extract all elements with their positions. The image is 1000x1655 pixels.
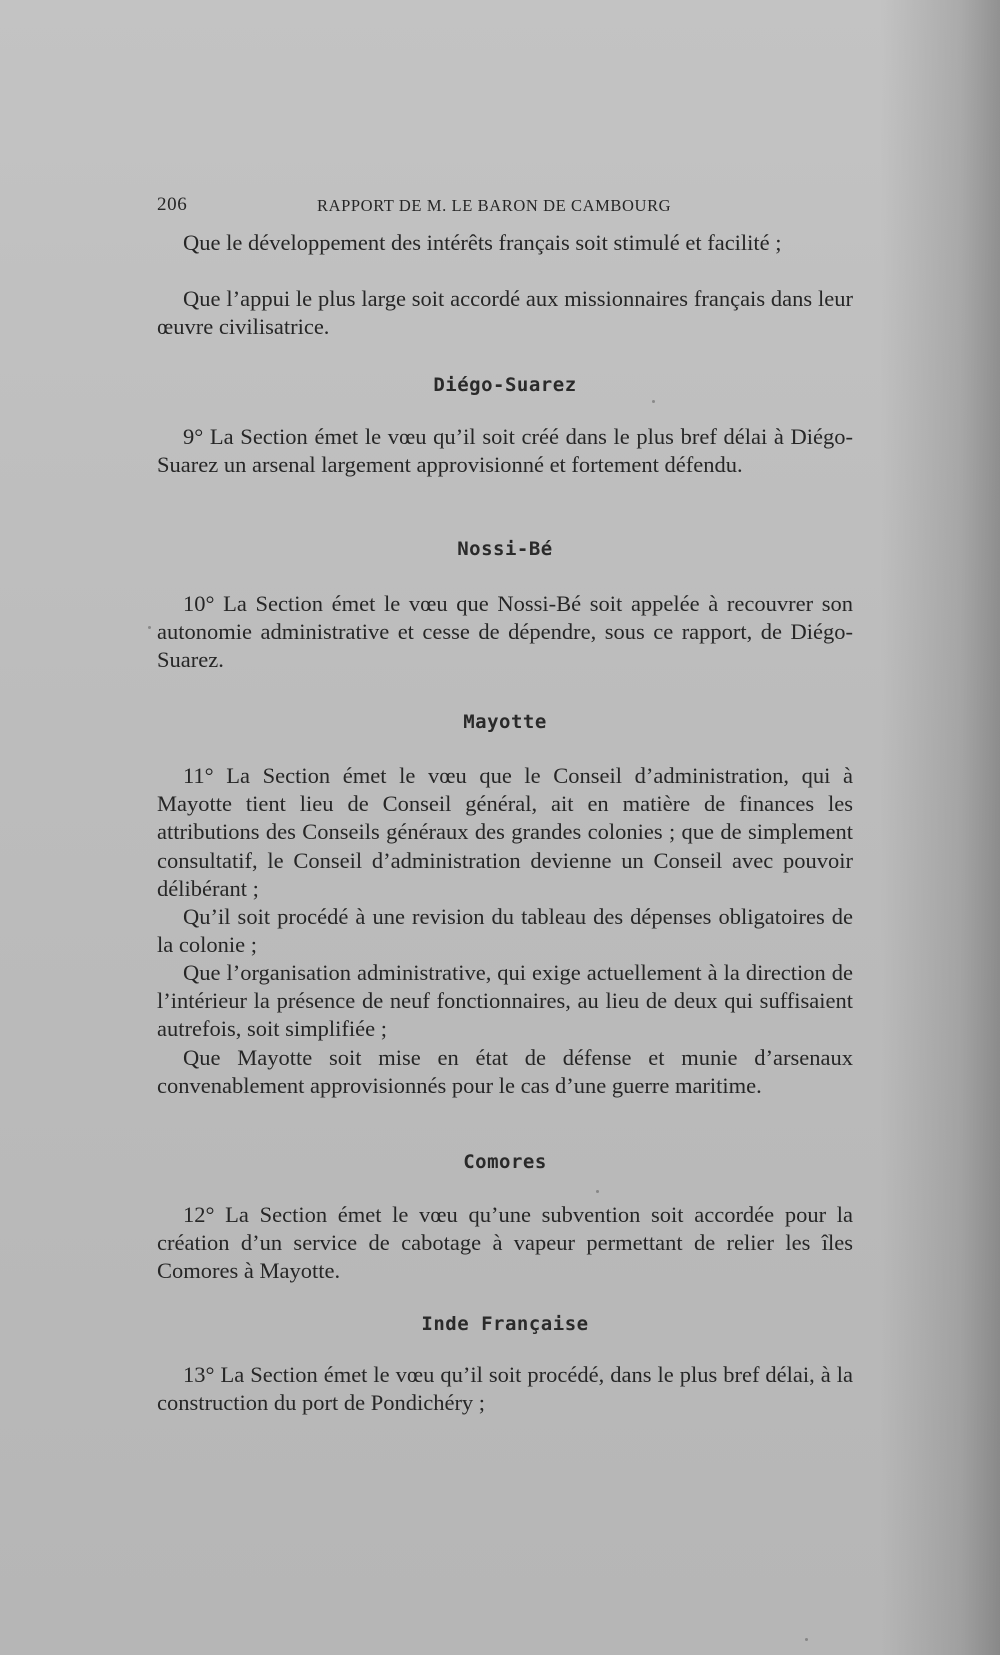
section-title-inde-francaise: Inde Française	[421, 1313, 589, 1335]
page-number: 206	[157, 194, 188, 215]
section-paragraph-mayotte-1: 11° La Section émet le vœu que le Conseil d’administration, qui à Mayotte tient lieu de Conseil général, ait en matière de finances les attributions des Conseils généraux des grandes colonies ; que de simplement consultatif, le Conseil d’administration devienne un Conseil avec pouvoir délibérant ;	[157, 763, 853, 901]
page-header	[157, 194, 853, 224]
paper-speck	[148, 626, 151, 629]
section-paragraph-mayotte-3: Que l’organisation administrative, qui exige actuellement à la direction de l’intérieur la présence de neuf fonctionnaires, au lieu de deux qui suffisaient autrefois, soit simplifiée ;	[157, 960, 853, 1042]
paper-speck	[652, 400, 655, 403]
paper-speck	[805, 1638, 808, 1641]
section-paragraph-inde-francaise: 13° La Section émet le vœu qu’il soit procédé, dans le plus bref délai, à la construction du port de Pondichéry ;	[157, 1362, 853, 1416]
intro-paragraph-1: Que le développement des intérêts français soit stimulé et facilité ;	[183, 230, 782, 255]
paper-speck	[596, 1190, 599, 1193]
section-paragraph-mayotte-4: Que Mayotte soit mise en état de défense et munie d’arsenaux convenablement approvisionnés pour le cas d’une guerre maritime.	[157, 1045, 853, 1099]
section-paragraph-mayotte-2: Qu’il soit procédé à une revision du tableau des dépenses obligatoires de la colonie ;	[157, 904, 853, 958]
section-title-comores: Comores	[463, 1151, 547, 1173]
section-paragraph-diego-suarez: 9° La Section émet le vœu qu’il soit créé dans le plus bref délai à Diégo-Suarez un arsenal largement approvisionné et fortement défendu.	[157, 424, 853, 478]
intro-paragraph-2: Que l’appui le plus large soit accordé aux missionnaires français dans leur œuvre civilisatrice.	[157, 286, 853, 340]
section-paragraph-comores: 12° La Section émet le vœu qu’une subvention soit accordée pour la création d’un service de cabotage à vapeur permettant de relier les îles Comores à Mayotte.	[157, 1202, 853, 1284]
section-title-mayotte: Mayotte	[463, 711, 547, 733]
running-head: RAPPORT DE M. LE BARON DE CAMBOURG	[317, 196, 672, 215]
section-paragraph-nossi-be: 10° La Section émet le vœu que Nossi-Bé soit appelée à recouvrer son autonomie administrative et cesse de dépendre, sous ce rapport, de Diégo-Suarez.	[157, 591, 853, 673]
section-title-nossi-be: Nossi-Bé	[457, 538, 553, 560]
section-title-diego-suarez: Diégo-Suarez	[433, 374, 577, 396]
